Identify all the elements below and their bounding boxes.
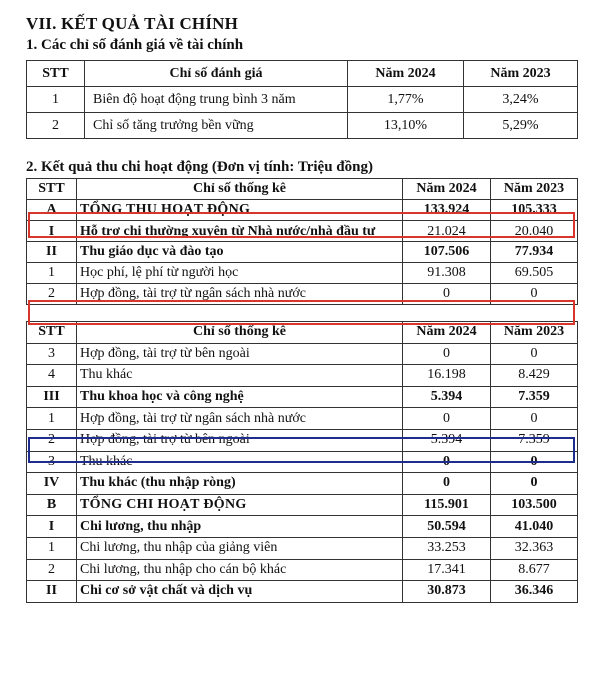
table-row [27, 473, 578, 495]
cell-stt: 1 [27, 263, 77, 284]
table-row [27, 200, 578, 221]
cell-stt: 2 [27, 113, 85, 139]
cell-2023: 0 [491, 343, 578, 365]
cell-name: Hợp đồng, tài trợ từ bên ngoài [77, 343, 403, 365]
cell-name: Hỗ trợ chi thường xuyên từ Nhà nước/nhà đầu tư [77, 221, 403, 242]
cell-2024: 1,77% [348, 87, 464, 113]
financial-indicators-table [26, 60, 578, 139]
header-stt: STT [27, 322, 77, 344]
cell-name: Hợp đồng, tài trợ từ ngân sách nhà nước [77, 408, 403, 430]
cell-2023: 0 [491, 451, 578, 473]
header-name: Chỉ số đánh giá [85, 61, 348, 87]
cell-2023: 41.040 [491, 516, 578, 538]
cell-2023: 20.040 [491, 221, 578, 242]
header-name: Chỉ số thống kê [77, 322, 403, 344]
cell-2024: 30.873 [403, 581, 491, 603]
cell-2023: 36.346 [491, 581, 578, 603]
cell-stt: I [27, 516, 77, 538]
cell-2024: 13,10% [348, 113, 464, 139]
header-stt: STT [27, 179, 77, 200]
cell-2024: 33.253 [403, 537, 491, 559]
cell-stt: III [27, 386, 77, 408]
cell-2024: 5.394 [403, 429, 491, 451]
table-row [27, 284, 578, 305]
header-2024: Năm 2024 [403, 322, 491, 344]
cell-name: Chi lương, thu nhập của giảng viên [77, 537, 403, 559]
table-row [27, 537, 578, 559]
table-row [27, 494, 578, 516]
part2-title: 2. Kết quả thu chi hoạt động (Đơn vị tính: Triệu đồng) [26, 159, 373, 175]
header-name: Chỉ số thống kê [77, 179, 403, 200]
cell-name: Chi cơ sở vật chất và dịch vụ [77, 581, 403, 603]
cell-stt: II [27, 242, 77, 263]
cell-name: Chỉ số tăng trưởng bền vững [85, 113, 348, 139]
table-header-row [27, 179, 578, 200]
table-row [27, 343, 578, 365]
header-2023: Năm 2023 [491, 179, 578, 200]
table-header-row [27, 322, 578, 344]
cell-stt: I [27, 221, 77, 242]
cell-stt: II [27, 581, 77, 603]
cell-name: Thu khác (thu nhập ròng) [77, 473, 403, 495]
cell-name: Thu khoa học và công nghệ [77, 386, 403, 408]
section-title: VII. KẾT QUẢ TÀI CHÍNH [26, 14, 239, 33]
cell-stt: 2 [27, 429, 77, 451]
cell-stt: 2 [27, 284, 77, 305]
header-2024: Năm 2024 [348, 61, 464, 87]
cell-name: Chi lương, thu nhập [77, 516, 403, 538]
cell-2024: 0 [403, 473, 491, 495]
cell-name: Chi lương, thu nhập cho cán bộ khác [77, 559, 403, 581]
cell-stt: 2 [27, 559, 77, 581]
cell-2023: 3,24% [464, 87, 578, 113]
cell-2023: 103.500 [491, 494, 578, 516]
cell-2023: 0 [491, 284, 578, 305]
cell-2024: 0 [403, 451, 491, 473]
cell-2023: 0 [491, 408, 578, 430]
table-row [27, 113, 578, 139]
cell-2024: 5.394 [403, 386, 491, 408]
cell-name: Biên độ hoạt động trung bình 3 năm [85, 87, 348, 113]
cell-2024: 0 [403, 284, 491, 305]
table-row [27, 581, 578, 603]
header-2023: Năm 2023 [491, 322, 578, 344]
part1-title: 1. Các chỉ số đánh giá về tài chính [26, 37, 244, 53]
cell-2024: 91.308 [403, 263, 491, 284]
cell-stt: 1 [27, 537, 77, 559]
cell-2023: 69.505 [491, 263, 578, 284]
table-row [27, 386, 578, 408]
table-row [27, 242, 578, 263]
cell-name: Hợp đồng, tài trợ từ bên ngoài [77, 429, 403, 451]
cell-2023: 5,29% [464, 113, 578, 139]
document [26, 8, 578, 603]
cell-stt: 3 [27, 451, 77, 473]
cell-2023: 7.359 [491, 386, 578, 408]
cell-stt: 4 [27, 365, 77, 387]
cell-stt: 1 [27, 87, 85, 113]
cell-2023: 7.359 [491, 429, 578, 451]
cell-2023: 105.333 [491, 200, 578, 221]
table-row [27, 516, 578, 538]
cell-2023: 8.429 [491, 365, 578, 387]
cell-stt: A [27, 200, 77, 221]
table-row [27, 263, 578, 284]
revenue-table-part2 [26, 321, 578, 603]
cell-2024: 133.924 [403, 200, 491, 221]
cell-stt: B [27, 494, 77, 516]
cell-name: TỔNG THU HOẠT ĐỘNG [77, 200, 403, 221]
cell-2023: 32.363 [491, 537, 578, 559]
cell-name: Thu khác [77, 451, 403, 473]
cell-2024: 0 [403, 408, 491, 430]
cell-stt: 3 [27, 343, 77, 365]
table-row [27, 559, 578, 581]
cell-2023: 8.677 [491, 559, 578, 581]
table-row [27, 408, 578, 430]
revenue-table-part1 [26, 178, 578, 305]
cell-stt: 1 [27, 408, 77, 430]
cell-2024: 50.594 [403, 516, 491, 538]
cell-name: Học phí, lệ phí từ người học [77, 263, 403, 284]
cell-2023: 77.934 [491, 242, 578, 263]
cell-name: Hợp đồng, tài trợ từ ngân sách nhà nước [77, 284, 403, 305]
cell-2024: 115.901 [403, 494, 491, 516]
table-row [27, 365, 578, 387]
table-row [27, 451, 578, 473]
header-2024: Năm 2024 [403, 179, 491, 200]
header-stt: STT [27, 61, 85, 87]
cell-2024: 17.341 [403, 559, 491, 581]
cell-2024: 16.198 [403, 365, 491, 387]
cell-name: TỔNG CHI HOẠT ĐỘNG [77, 494, 403, 516]
table-row [27, 429, 578, 451]
table-row [27, 221, 578, 242]
cell-2024: 107.506 [403, 242, 491, 263]
header-2023: Năm 2023 [464, 61, 578, 87]
table-header-row [27, 61, 578, 87]
cell-2023: 0 [491, 473, 578, 495]
table-row [27, 87, 578, 113]
cell-stt: IV [27, 473, 77, 495]
cell-2024: 21.024 [403, 221, 491, 242]
cell-name: Thu giáo dục và đào tạo [77, 242, 403, 263]
cell-name: Thu khác [77, 365, 403, 387]
cell-2024: 0 [403, 343, 491, 365]
